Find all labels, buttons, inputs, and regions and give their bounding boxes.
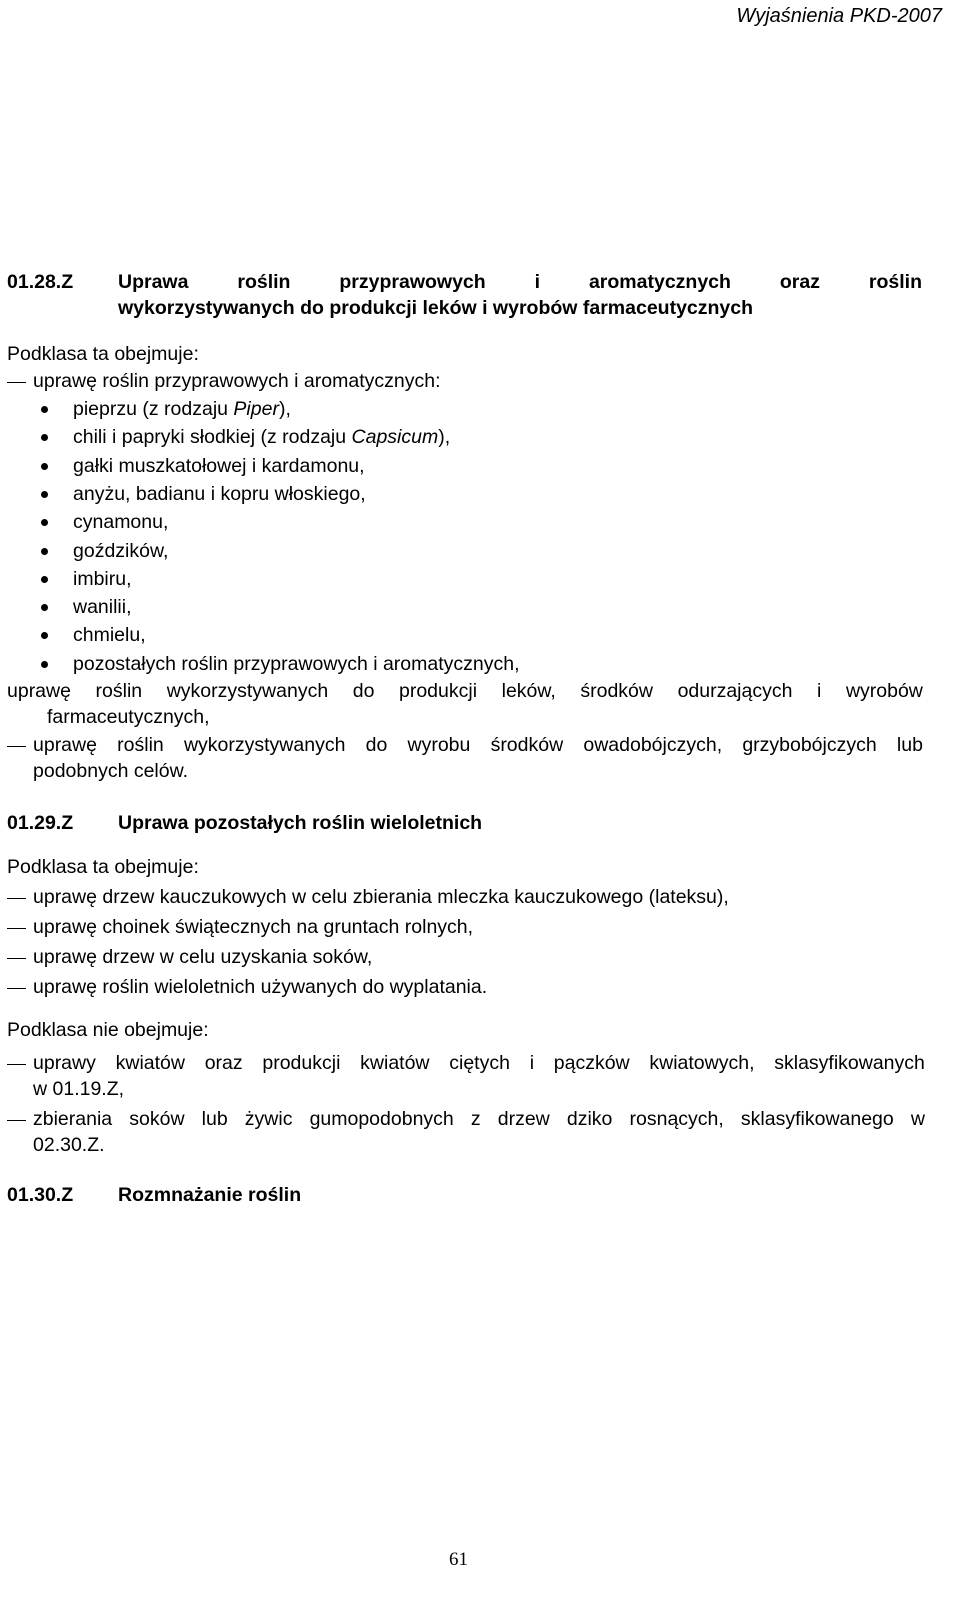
page-number: 61	[449, 1549, 468, 1570]
bullet-dot	[41, 463, 48, 470]
word: rosnących,	[629, 1108, 724, 1130]
bullet-dot	[41, 491, 48, 498]
section-title-0128-line2: wykorzystywanych do produkcji leków i wyrobów farmaceutycznych	[118, 297, 754, 319]
section-title-0128-line1	[118, 273, 922, 293]
dash-marker	[7, 1064, 26, 1065]
dash-marker	[7, 1120, 26, 1121]
word: i	[534, 271, 541, 293]
dash-marker	[7, 928, 26, 929]
list-item-0128-2-line1	[7, 682, 923, 702]
bullet-item: wanilii,	[73, 596, 132, 619]
bullet-item: cynamonu,	[73, 511, 169, 534]
dash-marker	[7, 898, 26, 899]
word: uprawę	[7, 680, 71, 702]
word: żywic	[244, 1108, 293, 1130]
word: roślin	[117, 734, 164, 756]
bullet-dot	[41, 576, 48, 583]
word: kwiatów	[115, 1052, 185, 1074]
word: lub	[896, 734, 923, 756]
word: ciętych	[449, 1052, 510, 1074]
bullet-item: pozostałych roślin przyprawowych i aromatycznych,	[73, 652, 520, 675]
bullet-item: chmielu,	[73, 624, 146, 647]
word: sklasyfikowanych	[774, 1052, 925, 1074]
word: Uprawa	[118, 271, 189, 293]
section-code-0128: 01.28.Z	[7, 271, 74, 293]
word: i	[817, 680, 822, 702]
word: gumopodobnych	[309, 1108, 454, 1130]
word: wykorzystywanych	[166, 680, 329, 702]
word: do	[352, 680, 375, 702]
section-title-0130: Rozmnażanie roślin	[118, 1184, 302, 1206]
word: grzybobójczych	[742, 734, 877, 756]
list-item-0128-1: uprawę roślin przyprawowych i aromatycznych:	[33, 370, 441, 392]
word: produkcji	[262, 1052, 341, 1074]
dash-marker	[7, 746, 26, 747]
bullet-item: goździków,	[73, 539, 169, 562]
list-item-0129-4: uprawę roślin wieloletnich używanych do wyplatania.	[33, 976, 488, 998]
word: pączków	[553, 1052, 630, 1074]
bullet-item: anyżu, badianu i kopru włoskiego,	[73, 482, 366, 505]
word: wykorzystywanych	[183, 734, 346, 756]
latin-genus: Piper	[233, 398, 279, 420]
bullet-dot	[41, 661, 48, 668]
word: kwiatowych,	[649, 1052, 755, 1074]
word: środków	[490, 734, 564, 756]
bullet-dot	[41, 406, 48, 413]
includes-label-0129: Podklasa ta obejmuje:	[7, 856, 199, 878]
bullet-item: pieprzu (z rodzaju Piper),	[73, 398, 291, 420]
latin-genus: Capsicum	[351, 426, 439, 449]
word: odurzających	[677, 680, 793, 702]
bullet-dot	[41, 632, 48, 639]
bullet-item: chili i papryki słodkiej (z rodzaju Capsicum),	[73, 426, 451, 449]
word: lub	[201, 1108, 228, 1130]
list-item-0129-2: uprawę choinek świątecznych na gruntach rolnych,	[33, 916, 474, 938]
word: oraz	[204, 1052, 243, 1074]
word: owadobójczych,	[583, 734, 723, 756]
word: soków	[129, 1108, 185, 1130]
exclude-item-1-line1	[33, 1054, 925, 1074]
list-item-0129-1: uprawę drzew kauczukowych w celu zbierania mleczka kauczukowego (lateksu),	[33, 886, 729, 908]
bullet-dot	[41, 604, 48, 611]
word: wyrobów	[845, 680, 923, 702]
word: leków,	[501, 680, 556, 702]
word: w	[910, 1108, 925, 1130]
section-title-0129: Uprawa pozostałych roślin wieloletnich	[118, 812, 483, 834]
includes-label-0128: Podklasa ta obejmuje:	[7, 343, 199, 365]
list-item-0128-3-line1	[33, 736, 923, 756]
section-code-0130: 01.30.Z	[7, 1184, 74, 1206]
exclude-item-2-line1	[33, 1110, 925, 1130]
dash-marker	[7, 958, 26, 959]
dash-marker	[7, 382, 26, 383]
word: przyprawowych	[339, 271, 486, 293]
list-item-0128-3-line2: podobnych celów.	[33, 760, 189, 782]
list-item-0129-3: uprawę drzew w celu uzyskania soków,	[33, 946, 373, 968]
word: oraz	[779, 271, 820, 293]
word: środków	[580, 680, 653, 702]
word: uprawę	[33, 734, 97, 756]
word: wyrobu	[407, 734, 471, 756]
word: do	[365, 734, 388, 756]
word: uprawy	[33, 1052, 96, 1074]
bullet-dot	[41, 548, 48, 555]
bullet-item: gałki muszkatołowej i kardamonu,	[73, 454, 365, 477]
word: aromatycznych	[588, 271, 731, 293]
bullet-dot	[41, 519, 48, 526]
word: roślin	[868, 271, 922, 293]
exclude-item-2-line2: 02.30.Z.	[33, 1134, 105, 1156]
bullet-dot	[41, 434, 48, 441]
word: zbierania	[33, 1108, 113, 1130]
word: drzew	[497, 1108, 550, 1130]
section-code-0129: 01.29.Z	[7, 812, 74, 834]
dash-marker	[7, 988, 26, 989]
word: roślin	[95, 680, 143, 702]
word: kwiatów	[360, 1052, 430, 1074]
word: z	[470, 1108, 481, 1130]
exclude-item-1-line2: w 01.19.Z,	[33, 1078, 125, 1100]
excludes-label-0129: Podklasa nie obejmuje:	[7, 1019, 209, 1041]
running-header: Wyjaśnienia PKD-2007	[736, 5, 942, 27]
word: produkcji	[399, 680, 478, 702]
word: i	[529, 1052, 535, 1074]
list-item-0128-2-line2: farmaceutycznych,	[47, 706, 210, 728]
word: roślin	[237, 271, 291, 293]
bullet-item: imbiru,	[73, 567, 132, 590]
word: dziko	[566, 1108, 613, 1130]
word: sklasyfikowanego	[740, 1108, 894, 1130]
